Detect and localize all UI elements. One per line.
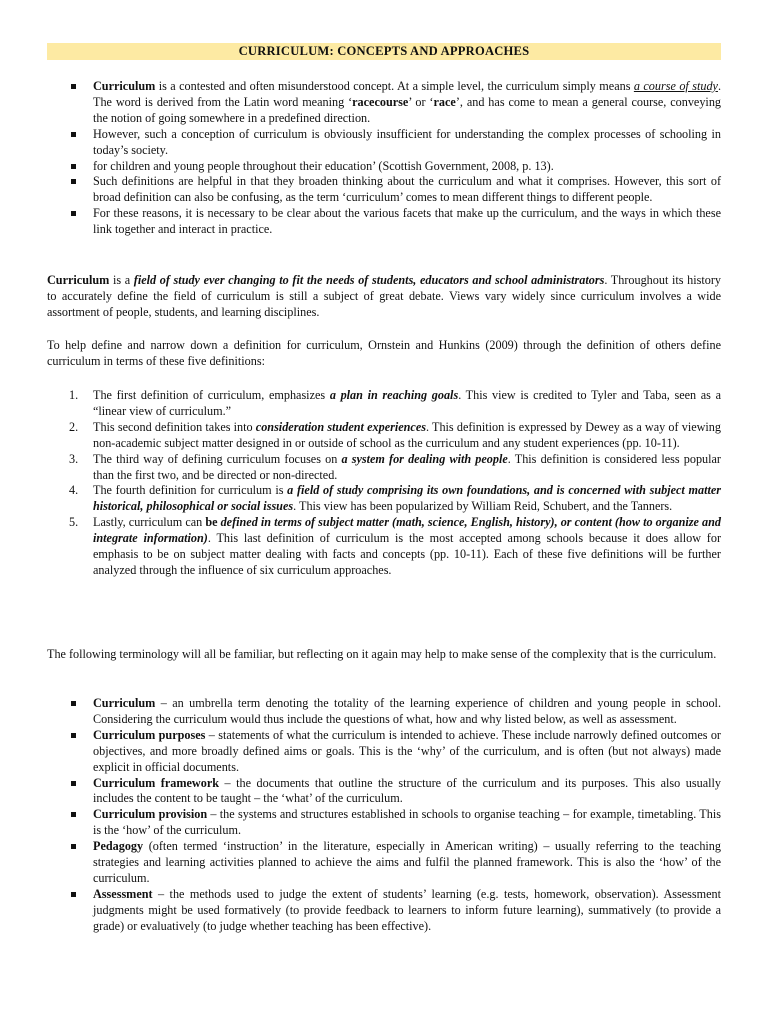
definition-item-5: 5. Lastly, curriculum can be defined in terms of subject matter (math, science, English, history), or content (how to organize and integrate information). This last definition of curriculum is the most accepted among schools because it does allow for emphasis to be on subject matter dealing with facts and concepts (pp. 10-11). Each of these five definitions will be further analyzed through the influence of six curriculum approaches. [69,515,722,577]
definition-item-3: 3. The third way of defining curriculum focuses on a system for dealing with people. This definition is considered less popular than the first two, and be directed or non-directed. [69,451,721,482]
term-item-curriculum-provision: Curriculum provision – the systems and structures established in schools to organise teaching – for example, timetabling. This is the ‘how’ of the curriculum. [47,807,721,839]
terminology-list [47,696,721,935]
term-item-pedagogy: Pedagogy (often termed ‘instruction’ in the literature, especially in American writing) – usually referring to the teaching strategies and learning activities planned to achieve the aims and fulfil the planned framework. This is also the ‘how’ of the curriculum. [47,839,721,887]
definitions-list [47,388,721,579]
definition-item-2: 2. This second definition takes into consideration student experiences. This definition is expressed by Dewey as a way of viewing non-academic subject matter designed in or outside of school as the curriculum and any student experiences (pp. 10-11). [69,419,721,450]
term-item-assessment: Assessment – the methods used to judge the extent of students’ learning (e.g. tests, homework, observation). Assessment judgments might be used formatively (to provide feedback to learners to inform future learning), summatively (to provide a grade) or evaluatively (to judge whether teaching has been effective). [47,887,721,935]
intro-bullet-2: However, such a conception of curriculum is obviously insufficient for understanding the complex processes of schooling in today’s society. [47,127,721,159]
intro-bullet-4: Such definitions are helpful in that they broaden thinking about the curriculum and what it comprises. However, this sort of broad definition can also be confusing, as the term ‘curriculum’ comes to mean different things to different people. [47,174,721,206]
definition-item-1: 1. The first definition of curriculum, emphasizes a plan in reaching goals. This view is credited to Tyler and Taba, seen as a “linear view of curriculum.” [69,388,722,418]
definition-item-4: 4. The fourth definition for curriculum is a field of study comprising its own foundations, and is concerned with subject matter historical, philosophical or social issues. This view has been popularized by William Reid, Schubert, and the Tanners. [69,483,721,514]
intro-bullet-5: For these reasons, it is necessary to be clear about the various facets that make up the curriculum, and the ways in which these link together and interact in practice. [47,206,721,238]
intro-bullet-1: Curriculum is a contested and often misunderstood concept. At a simple level, the curriculum simply means a course of study. The word is derived from the Latin word meaning ‘racecourse’ or ‘race’, and has come to mean a general course, conveying the notion of going somewhere in a predefined direction. [47,79,721,127]
term-item-curriculum-framework: Curriculum framework – the documents that outline the structure of the curriculum and its purposes. This also usually includes the content to be taught – the ‘what’ of the curriculum. [47,776,721,808]
paragraph-curriculum-definition: Curriculum is a field of study ever changing to fit the needs of students, educators and school administrators. Throughout its history to accurately define the field of curriculum is still a subject of great debate. Views vary widely since curriculum involves a wide assortment of people, students, and learning disciplines. [47,273,721,319]
intro-bullet-list [47,79,721,238]
page-title: CURRICULUM: CONCEPTS AND APPROACHES [47,43,721,60]
paragraph-terminology-intro: The following terminology will all be familiar, but reflecting on it again may help to make sense of the complexity that is the curriculum. [47,647,717,661]
term-item-curriculum-purposes: Curriculum purposes – statements of what the curriculum is intended to achieve. These include narrowly defined outcomes or objectives, and more broadly defined aims or goals. This is the ‘why’ of the curriculum, and is often (but not always) made explicit in official documents. [47,728,721,776]
term-item-curriculum: Curriculum – an umbrella term denoting the totality of the learning experience of children and young people in school. Considering the curriculum would thus include the questions of what, how and why listed below, as well as assessment. [47,696,721,728]
paragraph-ornstein-hunkins: To help define and narrow down a definition for curriculum, Ornstein and Hunkins (2009) through the definition of others define curriculum in terms of these five definitions: [47,338,721,368]
intro-bullet-3: for children and young people throughout their education’ (Scottish Government, 2008, p. 13). [47,159,721,175]
